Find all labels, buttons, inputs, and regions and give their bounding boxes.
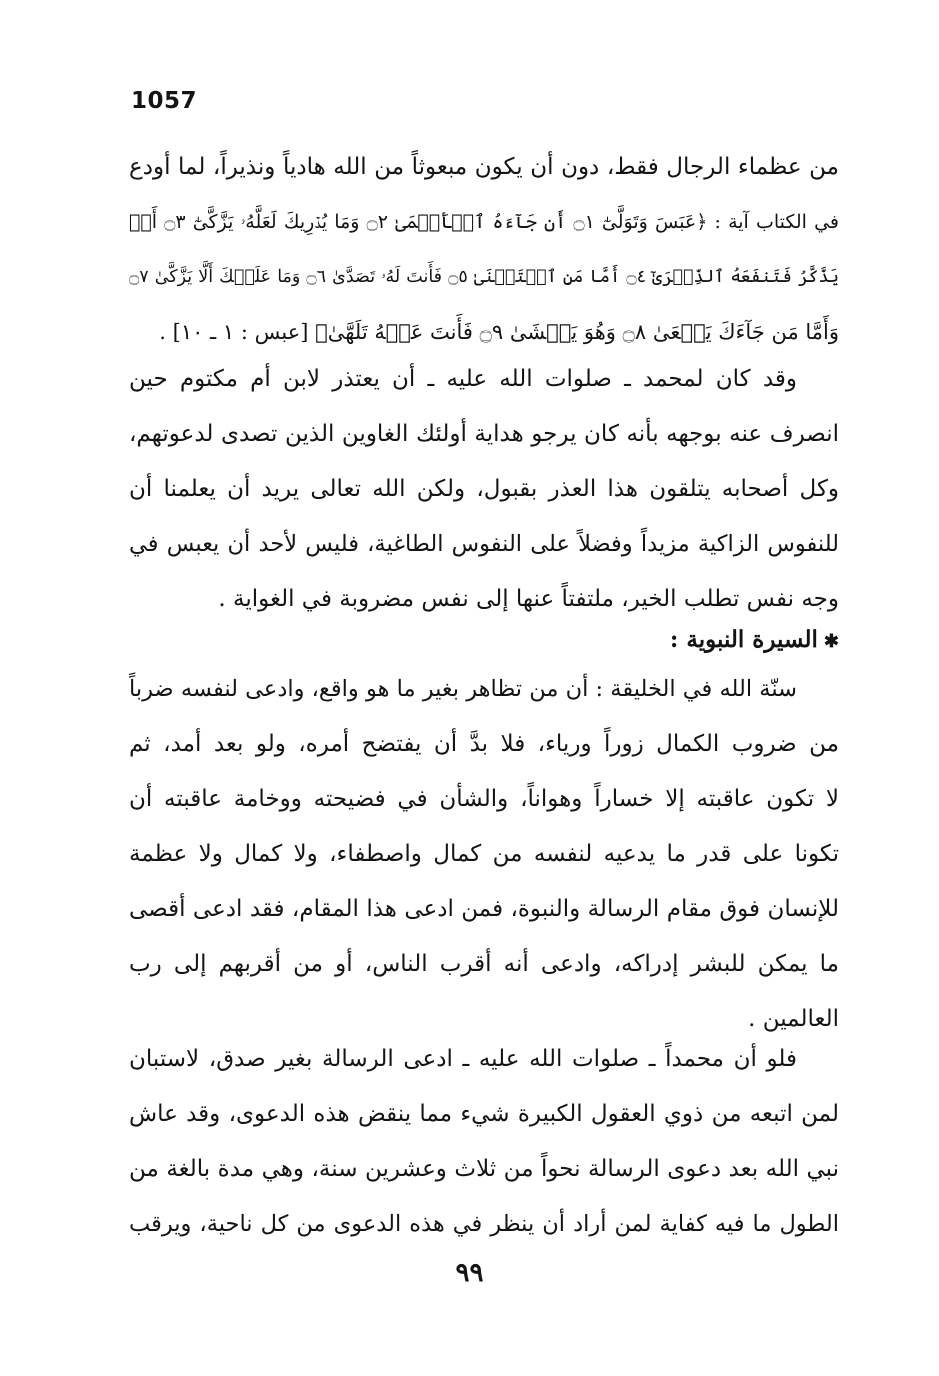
paragraph-ibn-umm-maktum <box>129 352 839 627</box>
text-line: نبي الله بعد دعوى الرسالة نحواً من ثلاث وعشرين سنة، وهي مدة بالغة من <box>129 1156 839 1182</box>
footer-page-number: ٩٩ <box>455 1258 484 1288</box>
section-heading <box>129 620 839 662</box>
text-line: للنفوس الزاكية مزيداً وفضلاً على النفوس الطاغية، فليس لأحد أن يعبس في <box>129 531 839 557</box>
text-line: ما يمكن للبشر إدراكه، وادعى أنه أقرب الناس، أو من أقربهم إلى رب <box>129 951 839 977</box>
paragraph-sunnat-allah <box>129 662 839 1047</box>
text-line: فلو أن محمداً ـ صلوات الله عليه ـ ادعى الرسالة بغير صدق، لاستبان <box>129 1046 797 1072</box>
text-line: تكونا على قدر ما يدعيه لنفسه من كمال واصطفاء، ولا كمال ولا عظمة <box>129 841 839 867</box>
text-line: العالمين . <box>748 1006 839 1032</box>
book-page-number: 1057 <box>131 88 198 114</box>
text-line: لا تكون عاقبته إلا خساراً وهواناً، والشأن في فضيحته ووخامة عاقبته أن <box>129 786 839 812</box>
text-line: وقد كان لمحمد ـ صلوات الله عليه ـ أن يعتذر لابن أم مكتوم حين <box>129 366 797 392</box>
text-line: لمن اتبعه من ذوي العقول الكبيرة شيء مما ينقض هذه الدعوى، وقد عاش <box>129 1101 839 1127</box>
text-line: من ضروب الكمال زوراً ورياء، فلا بدَّ أن يفتضح أمره، ولو بعد أمد، ثم <box>129 731 839 757</box>
text-line: وجه نفس تطلب الخير، ملتفتاً عنها إلى نفس مضروبة في الغواية . <box>218 586 839 612</box>
text-line: وكل أصحابه يتلقون هذا العذر بقبول، ولكن الله تعالى يريد أن يعلمنا أن <box>129 476 839 502</box>
intro-paragraph <box>129 140 839 360</box>
verse-line: يَذَّكَّرُ فَتَنفَعَهُ ٱلذِّكۡرَىٰٓ ۝٤ أَمَّا مَنِ ٱسۡتَغۡنَىٰ ۝٥ فَأَنتَ لَهُۥ تَصَدَّىٰ ۝٦ وَمَا عَلَيۡكَ أَلَّا يَزَّكَّىٰ ۝٧ <box>129 267 839 287</box>
paragraph-prophet-claim <box>129 1032 839 1252</box>
section-heading-text: السيرة النبوية : <box>669 626 818 653</box>
star-icon: ✱ <box>823 631 839 652</box>
text-line: سنّة الله في الخليقة : أن من تظاهر بغير ما هو واقع، وادعى لنفسه ضرباً <box>129 676 797 702</box>
verse-line: وَأَمَّا مَن جَآءَكَ يَسۡعَىٰ ۝٨ وَهُوَ يَخۡشَىٰ ۝٩ فَأَنتَ عَنۡهُ تَلَهَّىٰ﴾ [عبس : ١ ـ ١٠] . <box>159 320 839 344</box>
text-line: الطول ما فيه كفاية لمن أراد أن ينظر في هذه الدعوى من كل ناحية، ويرقب <box>129 1211 839 1237</box>
text-line: انصرف عنه بوجهه بأنه كان يرجو هداية أولئك الغاوين الذين تصدى لدعوتهم، <box>129 421 839 447</box>
verse-line: في الكتاب آية : ﴿عَبَسَ وَتَوَلَّىٰٓ ۝١ أَن جَآءَهُ ٱلۡأَعۡمَىٰ ۝٢ وَمَا يُدۡرِيكَ لَعَلَّهُۥ يَزَّكَّىٰٓ ۝٣ أَوۡ <box>129 211 839 233</box>
text-line: للإنسان فوق مقام الرسالة والنبوة، فمن ادعى هذا المقام، فقد ادعى أقصى <box>129 896 839 922</box>
text-line: من عظماء الرجال فقط، دون أن يكون مبعوثاً من الله هادياً ونذيراً، لما أودع <box>129 154 839 180</box>
